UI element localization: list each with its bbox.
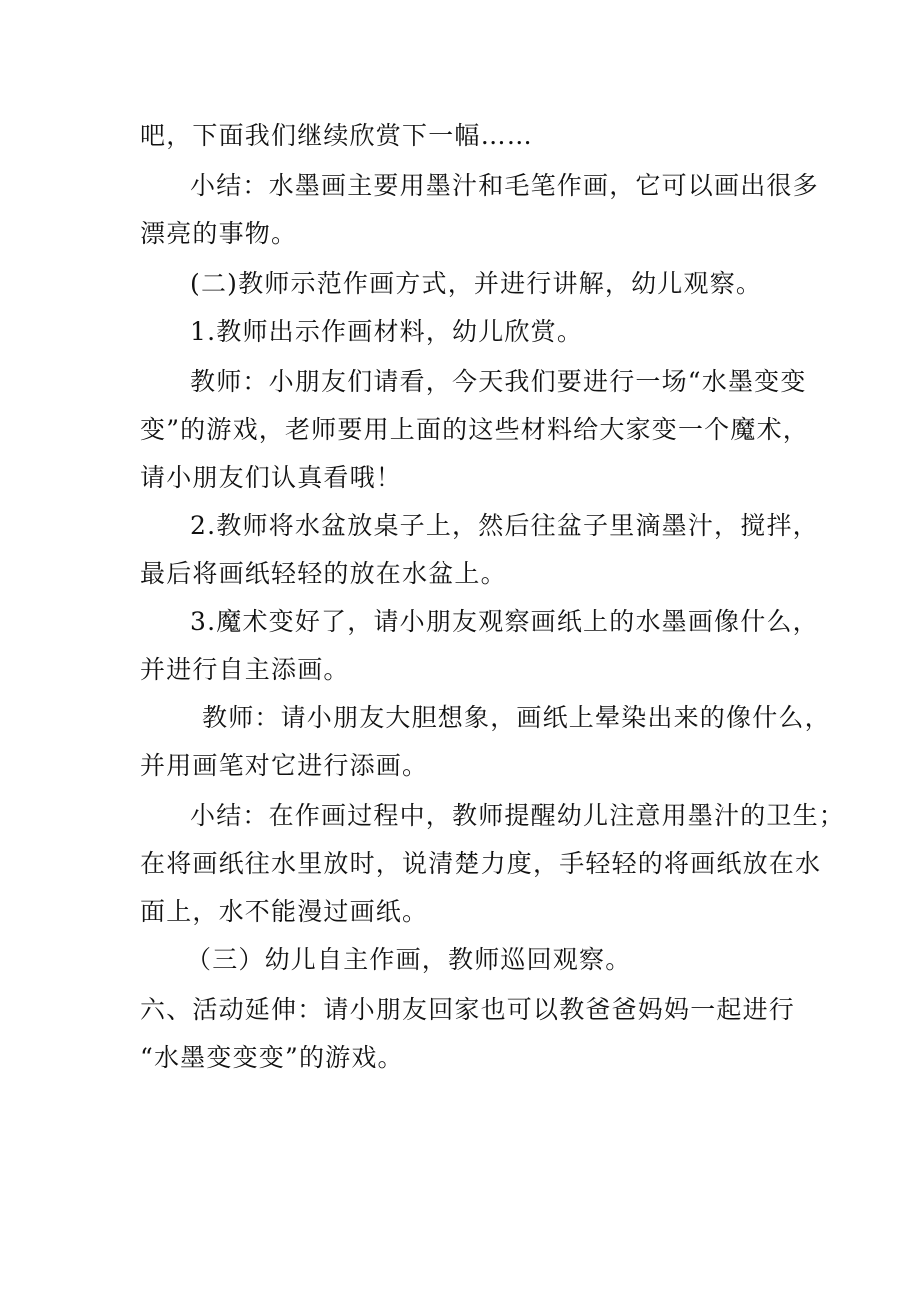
- section-six-line-1: 六、活动延伸：请小朋友回家也可以教爸爸妈妈一起进行: [140, 995, 796, 1024]
- step-1: 1.教师出示作画材料，幼儿欣赏。: [190, 317, 584, 346]
- summary-2-line-1: 小结：在作画过程中，教师提醒幼儿注意用墨汁的卫生；: [190, 801, 846, 830]
- teacher-paragraph-2-line-2: 并用画笔对它进行添画。: [140, 751, 429, 780]
- text-line-continuation: 吧，下面我们继续欣赏下一幅……: [140, 121, 534, 150]
- step-3-line-2: 并进行自主添画。: [140, 655, 350, 684]
- teacher-paragraph-line-2: 变”的游戏，老师要用上面的这些材料给大家变一个魔术，: [140, 415, 809, 444]
- section-six-line-2: “水墨变变变”的游戏。: [140, 1043, 404, 1072]
- step-3-line-1: 3.魔术变好了，请小朋友观察画纸上的水墨画像什么，: [190, 607, 819, 636]
- summary-2-line-3: 面上，水不能漫过画纸。: [140, 897, 429, 926]
- summary-paragraph-line-2: 漂亮的事物。: [140, 219, 298, 248]
- teacher-paragraph-line-3: 请小朋友们认真看哦！: [140, 463, 403, 492]
- section-heading-2: (二)教师示范作画方式，并进行讲解，幼儿观察。: [190, 269, 763, 298]
- step-2-line-2: 最后将画纸轻轻的放在水盆上。: [140, 559, 507, 588]
- teacher-paragraph-2-line-1: 教师：请小朋友大胆想象，画纸上晕染出来的像什么，: [202, 703, 831, 732]
- summary-paragraph-line-1: 小结：水墨画主要用墨汁和毛笔作画，它可以画出很多: [190, 171, 819, 200]
- teacher-paragraph-line-1: 教师：小朋友们请看，今天我们要进行一场“水墨变变: [190, 367, 807, 396]
- summary-2-line-2: 在将画纸往水里放时，说清楚力度，手轻轻的将画纸放在水: [140, 849, 822, 878]
- step-2-line-1: 2.教师将水盆放桌子上，然后往盆子里滴墨汁，搅拌，: [190, 511, 819, 540]
- section-heading-3: （三）幼儿自主作画，教师巡回观察。: [186, 945, 632, 974]
